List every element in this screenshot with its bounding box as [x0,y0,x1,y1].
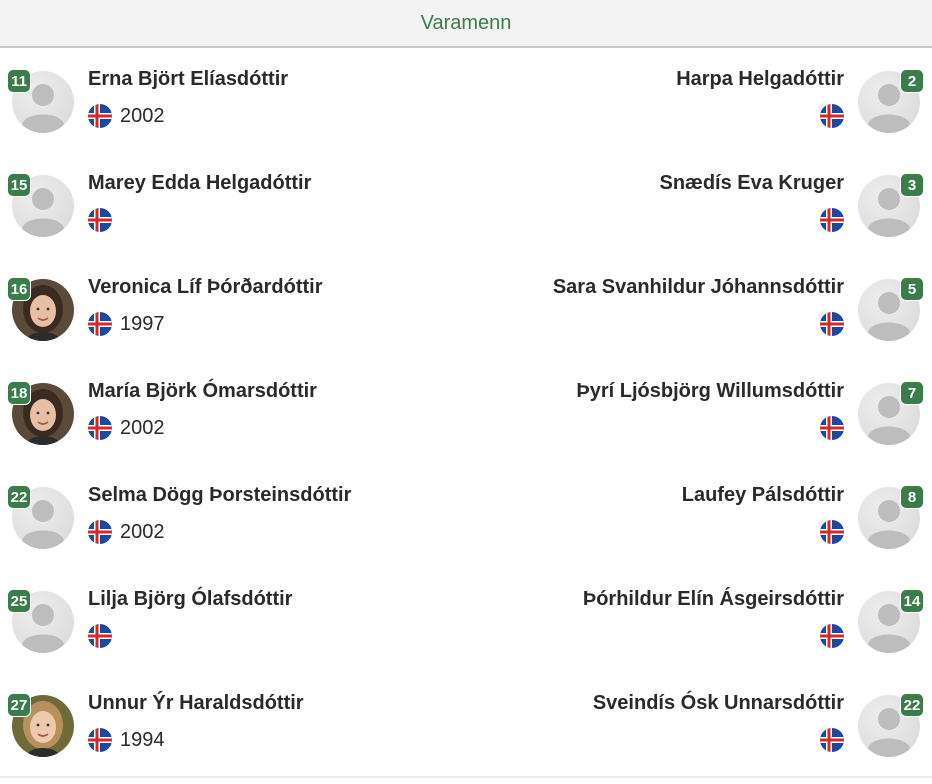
player-name[interactable]: Erna Björt Elíasdóttir [88,68,289,90]
player-meta [820,728,844,752]
player-card[interactable] [466,568,932,672]
player-name[interactable]: Veronica Líf Þórðardóttir [88,276,323,298]
player-name[interactable]: Sara Svanhildur Jóhannsdóttir [552,276,844,298]
iceland-flag-icon [820,520,844,544]
player-card[interactable] [466,152,932,256]
player-name[interactable]: María Björk Ómarsdóttir [88,380,317,402]
iceland-flag-icon [820,208,844,232]
player-name[interactable]: Selma Dögg Þorsteinsdóttir [88,484,352,506]
player-meta [88,520,165,544]
player-name[interactable]: Þyrí Ljósbjörg Willumsdóttir [576,380,844,402]
player-meta [820,312,844,336]
player-row [0,568,932,672]
player-meta [88,416,165,440]
birth-year: 1994 [120,728,165,751]
player-meta [820,416,844,440]
player-card[interactable] [466,256,932,360]
player-meta [88,104,165,128]
player-row [0,464,932,568]
player-list [0,48,932,776]
iceland-flag-icon [88,312,112,336]
jersey-number-badge: 22 [7,485,31,509]
player-meta [88,208,112,232]
player-meta [88,728,165,752]
player-card[interactable] [0,464,466,568]
player-card[interactable] [466,464,932,568]
player-name[interactable]: Sveindís Ósk Unnarsdóttir [592,692,844,714]
iceland-flag-icon [88,624,112,648]
player-card[interactable] [466,672,932,776]
jersey-number-badge: 11 [7,69,31,93]
player-meta [820,208,844,232]
iceland-flag-icon [88,728,112,752]
player-card[interactable] [0,360,466,464]
player-meta [88,312,165,336]
iceland-flag-icon [820,104,844,128]
iceland-flag-icon [88,104,112,128]
jersey-number-badge: 7 [900,381,924,405]
player-meta [88,624,112,648]
birth-year: 2002 [120,104,165,127]
birth-year: 2002 [120,520,165,543]
player-row [0,360,932,464]
jersey-number-badge: 25 [7,589,31,613]
player-row [0,152,932,256]
player-meta [820,520,844,544]
player-name[interactable]: Snædís Eva Kruger [659,172,844,194]
jersey-number-badge: 5 [900,277,924,301]
player-card[interactable] [0,48,466,152]
player-card[interactable] [466,48,932,152]
player-name[interactable]: Þórhildur Elín Ásgeirsdóttir [582,588,844,610]
jersey-number-badge: 8 [900,485,924,509]
section-title: Varamenn [420,11,512,34]
jersey-number-badge: 22 [900,693,924,717]
jersey-number-badge: 15 [7,173,31,197]
player-name[interactable]: Harpa Helgadóttir [676,68,844,90]
player-name[interactable]: Laufey Pálsdóttir [681,484,844,506]
iceland-flag-icon [820,624,844,648]
iceland-flag-icon [88,208,112,232]
player-name[interactable]: Lilja Björg Ólafsdóttir [88,588,293,610]
jersey-number-badge: 27 [7,693,31,717]
jersey-number-badge: 16 [7,277,31,301]
list-bottom-divider [0,776,932,778]
jersey-number-badge: 2 [900,69,924,93]
player-meta [820,104,844,128]
player-card[interactable] [0,152,466,256]
player-card[interactable] [0,568,466,672]
birth-year: 1997 [120,312,165,335]
jersey-number-badge: 18 [7,381,31,405]
player-row [0,672,932,776]
player-card[interactable] [0,256,466,360]
jersey-number-badge: 14 [900,589,924,613]
birth-year: 2002 [120,416,165,439]
iceland-flag-icon [88,520,112,544]
jersey-number-badge: 3 [900,173,924,197]
iceland-flag-icon [820,416,844,440]
iceland-flag-icon [88,416,112,440]
iceland-flag-icon [820,312,844,336]
player-meta [820,624,844,648]
iceland-flag-icon [820,728,844,752]
player-row [0,48,932,152]
player-card[interactable] [0,672,466,776]
player-card[interactable] [466,360,932,464]
player-row [0,256,932,360]
player-name[interactable]: Unnur Ýr Haraldsdóttir [88,692,304,714]
player-name[interactable]: Marey Edda Helgadóttir [88,172,312,194]
section-header [0,0,932,48]
